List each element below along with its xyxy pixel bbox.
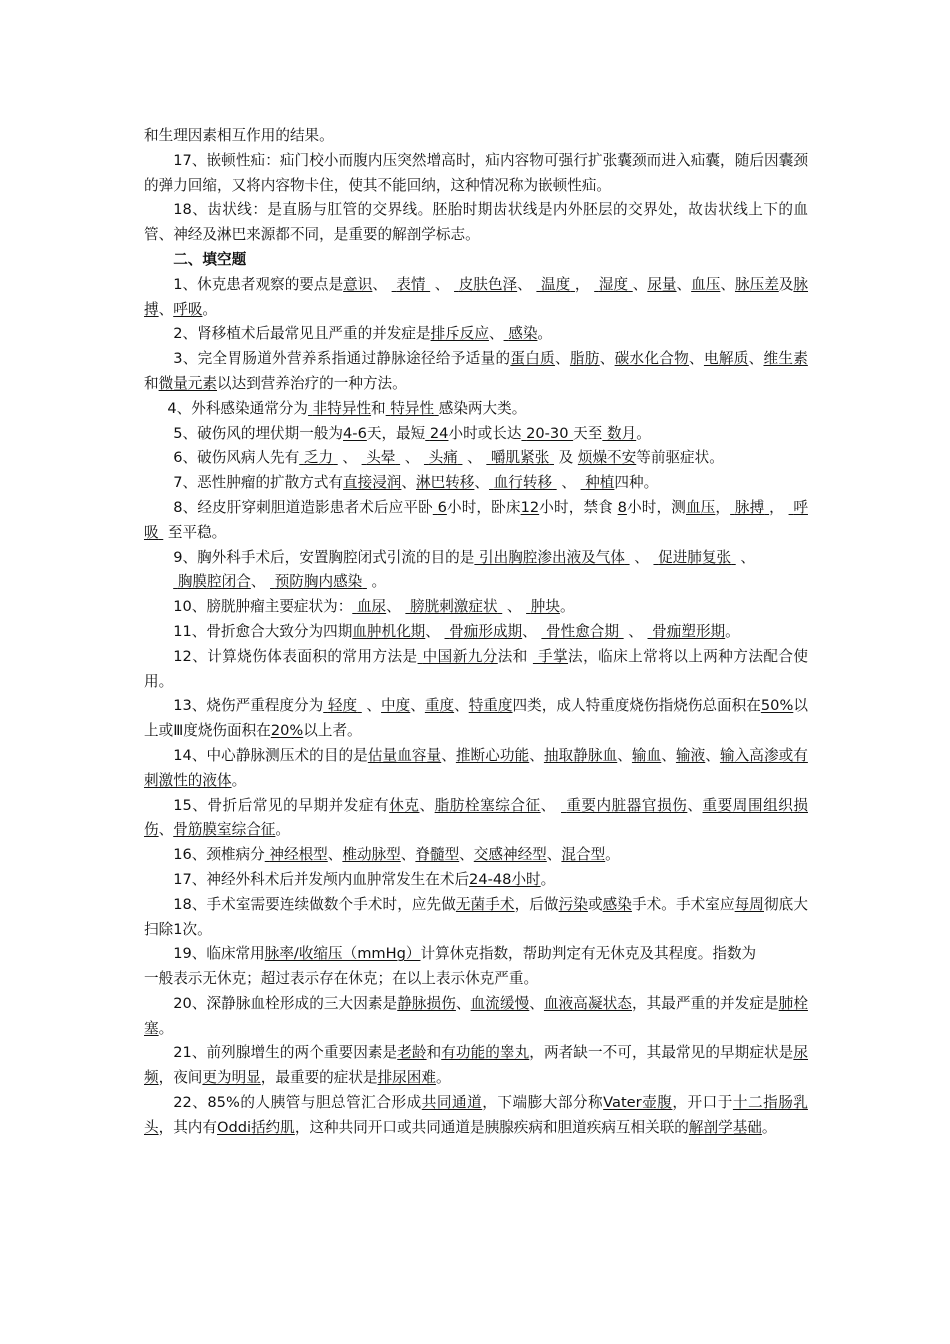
fill-item-2: 2、肾移植术后最常见且严重的并发症是排斥反应、 感染。	[173, 325, 553, 343]
fill-item-16: 16、颈椎病分 神经根型、椎动脉型、脊髓型、交感神经型、混合型。	[173, 846, 620, 864]
fill-item-9-cont: 胸膜腔闭合、 预防胸内感染 。	[177, 573, 387, 591]
fill-item-20: 20、深静脉血栓形成的三大因素是静脉损伤、血流缓慢、血液高凝状态，其最严重的并发症是肺栓塞。	[144, 994, 808, 1037]
definition-17: 17、嵌顿性疝：疝门校小而腹内压突然增高时，疝内容物可强行扩张囊颈而进入疝囊，随后因囊颈的弹力回缩，又将内容物卡住，使其不能回纳，这种情况称为嵌顿性疝。	[144, 151, 808, 194]
fill-item-19-cont: 一般表示无休克；超过表示存在休克；在以上表示休克严重。	[144, 970, 539, 988]
fill-item-9: 9、胸外科手术后，安置胸腔闭式引流的目的是 引出胸腔渗出液及气体 、 促进肺复张 、	[173, 548, 755, 566]
fill-item-5: 5、破伤风的埋伏期一般为4-6天，最短 24小时或长达 20-30 天至 数月。	[173, 424, 651, 442]
fill-item-15: 15、骨折后常见的早期并发症有休克、脂肪栓塞综合征、 重要内脏器官损伤、重要周围组织损伤、骨筋膜室综合征。	[144, 796, 808, 839]
fill-item-17: 17、神经外科术后并发颅内血肿常发生在术后24-48小时。	[173, 870, 556, 888]
fill-item-22: 22、85%的人胰管与胆总管汇合形成共同通道，下端膨大部分称Vater壶腹，开口于十二指肠乳头，其内有Oddi括约肌，这种共同开口或共同通道是胰腺疾病和胆道疾病互相关联的解剖学基础。	[144, 1094, 808, 1136]
definition-18: 18、齿状线：是直肠与肛管的交界线。胚胎时期齿状线是内外胚层的交界处，故齿状线上下的血管、神经及淋巴来源都不同，是重要的解剖学标志。	[144, 201, 808, 244]
fill-item-1: 1、休克患者观察的要点是意识、 表情 、 皮肤色泽、 温度 ， 湿度 、尿量、血压、脉压差及脉搏、呼吸。	[144, 275, 809, 318]
fill-item-6: 6、破伤风病人先有 乏力 、 头晕 、 头痛 、 嚼肌紧张 及 烦燥不安等前驱症状。	[173, 449, 724, 467]
fill-item-10: 10、膀胱肿瘤主要症状为： 血尿、 膀胱刺激症状 、 肿块。	[173, 598, 575, 616]
fill-item-8: 8、经皮肝穿刺胆道造影患者术后应平卧 6小时，卧床12小时，禁食 8小时，测血压， 脉搏 ， 呼吸 至平稳。	[144, 498, 808, 541]
fill-item-4: 4、外科感染通常分为 非特异性和 特异性 感染两大类。	[167, 399, 527, 417]
fill-item-21: 21、前列腺增生的两个重要因素是老龄和有功能的睾丸，两者缺一不可，其最常见的早期症状是尿频，夜间更为明显，最重要的症状是排尿困难。	[144, 1044, 808, 1087]
fill-item-11: 11、骨折愈合大致分为四期血肿机化期、 骨痂形成期、 骨性愈合期 、 骨痂塑形期。	[173, 622, 740, 640]
fill-item-18: 18、手术室需要连续做数个手术时，应先做无菌手术，后做污染或感染手术。手术室应每周彻底大扫除1次。	[144, 895, 808, 938]
fill-item-13: 13、烧伤严重程度分为 轻度 、中度、重度、特重度四类，成人特重度烧伤指烧伤总面积在50%以上或Ⅲ度烧伤面积在20%以上者。	[144, 697, 808, 740]
fill-item-7: 7、恶性肿瘤的扩散方式有直接浸润、淋巴转移、 血行转移 、 种植四种。	[173, 474, 659, 492]
fill-item-19: 19、临床常用脉率/收缩压（mmHg）计算休克指数，帮助判定有无休克及其程度。指数为	[173, 945, 757, 963]
fill-item-3: 3、完全胃肠道外营养系指通过静脉途径给予适量的蛋白质、脂肪、碳水化合物、电解质、维生素和微量元素以达到营养治疗的一种方法。	[144, 350, 808, 392]
fill-item-14: 14、中心静脉测压术的目的是估量血容量、推断心功能、抽取静脉血、输血、输液、输入高渗或有刺激性的液体。	[144, 746, 808, 789]
section-heading: 二、填空题	[173, 250, 247, 268]
paragraph-continuation: 和生理因素相互作用的结果。	[144, 127, 334, 144]
document-page	[144, 124, 808, 1141]
fill-item-12: 12、计算烧伤体表面积的常用方法是 中国新九分法和 手掌法，临床上常将以上两种方法配合使用。	[144, 647, 809, 690]
